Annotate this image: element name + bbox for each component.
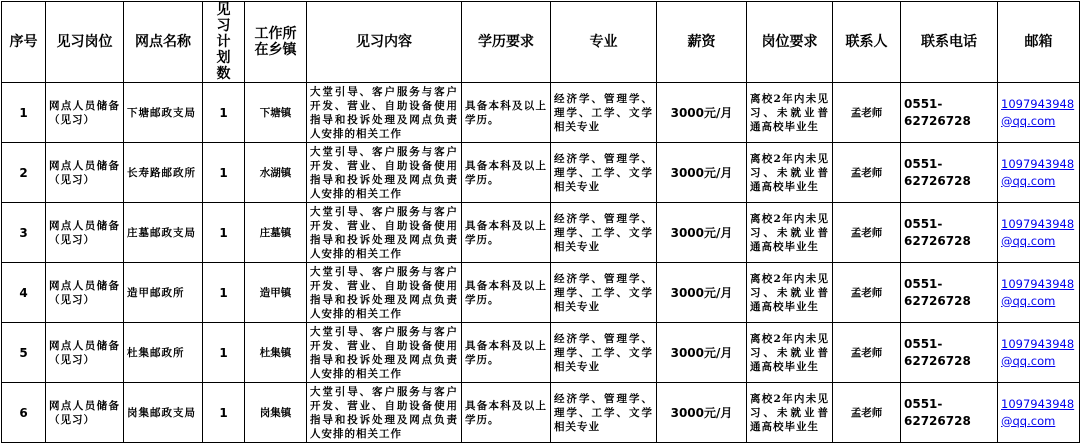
cell-requirement: 离校2年内未见习、未就业普通高校毕业生	[747, 323, 833, 383]
header-plan: 见习计划数	[203, 2, 245, 83]
header-email: 邮箱	[998, 2, 1080, 83]
cell-education: 具备本科及以上学历。	[462, 323, 551, 383]
cell-contact: 孟老师	[833, 383, 901, 443]
cell-requirement: 离校2年内未见习、未就业普通高校毕业生	[747, 143, 833, 203]
cell-education: 具备本科及以上学历。	[462, 383, 551, 443]
table-row	[2, 263, 1080, 323]
cell-index: 6	[2, 383, 46, 443]
cell-plan: 1	[203, 143, 245, 203]
cell-phone: 0551-62726728	[901, 143, 998, 203]
header-content: 见习内容	[307, 2, 462, 83]
cell-education: 具备本科及以上学历。	[462, 83, 551, 143]
cell-outlet: 庄墓邮政支局	[124, 203, 203, 263]
header-outlet: 网点名称	[124, 2, 203, 83]
email-link[interactable]: 1097943948@qq.com	[1001, 336, 1075, 368]
cell-salary: 3000元/月	[657, 263, 747, 323]
table-row	[2, 143, 1080, 203]
cell-salary: 3000元/月	[657, 323, 747, 383]
cell-email	[998, 83, 1080, 143]
cell-education: 具备本科及以上学历。	[462, 143, 551, 203]
cell-salary: 3000元/月	[657, 383, 747, 443]
cell-salary: 3000元/月	[657, 143, 747, 203]
cell-phone: 0551-62726728	[901, 203, 998, 263]
cell-major: 经济学、管理学、理学、工学、文学相关专业	[551, 383, 657, 443]
cell-salary: 3000元/月	[657, 83, 747, 143]
cell-index: 4	[2, 263, 46, 323]
header-index: 序号	[2, 2, 46, 83]
header-education: 学历要求	[462, 2, 551, 83]
header-contact: 联系人	[833, 2, 901, 83]
cell-content: 大堂引导、客户服务与客户开发、营业、自助设备使用指导和投诉处理及网点负责人安排的相关工作	[307, 263, 462, 323]
cell-index: 2	[2, 143, 46, 203]
cell-position: 网点人员储备（见习）	[46, 83, 124, 143]
cell-town: 造甲镇	[245, 263, 307, 323]
cell-content: 大堂引导、客户服务与客户开发、营业、自助设备使用指导和投诉处理及网点负责人安排的相关工作	[307, 143, 462, 203]
cell-plan: 1	[203, 203, 245, 263]
cell-position: 网点人员储备（见习）	[46, 383, 124, 443]
cell-contact: 孟老师	[833, 323, 901, 383]
internship-table	[1, 1, 1080, 443]
cell-requirement: 离校2年内未见习、未就业普通高校毕业生	[747, 263, 833, 323]
email-link[interactable]: 1097943948@qq.com	[1001, 276, 1075, 308]
cell-salary: 3000元/月	[657, 203, 747, 263]
cell-major: 经济学、管理学、理学、工学、文学相关专业	[551, 83, 657, 143]
cell-email	[998, 143, 1080, 203]
cell-major: 经济学、管理学、理学、工学、文学相关专业	[551, 263, 657, 323]
cell-town: 岗集镇	[245, 383, 307, 443]
cell-phone: 0551-62726728	[901, 323, 998, 383]
cell-town: 下塘镇	[245, 83, 307, 143]
cell-requirement: 离校2年内未见习、未就业普通高校毕业生	[747, 203, 833, 263]
cell-outlet: 长寿路邮政所	[124, 143, 203, 203]
cell-phone: 0551-62726728	[901, 383, 998, 443]
table-row	[2, 203, 1080, 263]
cell-major: 经济学、管理学、理学、工学、文学相关专业	[551, 143, 657, 203]
cell-phone: 0551-62726728	[901, 263, 998, 323]
email-link[interactable]: 1097943948@qq.com	[1001, 96, 1075, 128]
cell-plan: 1	[203, 263, 245, 323]
cell-position: 网点人员储备（见习）	[46, 203, 124, 263]
cell-plan: 1	[203, 383, 245, 443]
cell-requirement: 离校2年内未见习、未就业普通高校毕业生	[747, 383, 833, 443]
cell-content: 大堂引导、客户服务与客户开发、营业、自助设备使用指导和投诉处理及网点负责人安排的相关工作	[307, 383, 462, 443]
table-row	[2, 383, 1080, 443]
cell-outlet: 岗集邮政支局	[124, 383, 203, 443]
cell-contact: 孟老师	[833, 83, 901, 143]
table-row	[2, 83, 1080, 143]
cell-position: 网点人员储备（见习）	[46, 263, 124, 323]
email-link[interactable]: 1097943948@qq.com	[1001, 216, 1075, 248]
cell-requirement: 离校2年内未见习、未就业普通高校毕业生	[747, 83, 833, 143]
cell-outlet: 造甲邮政所	[124, 263, 203, 323]
email-link[interactable]: 1097943948@qq.com	[1001, 156, 1075, 188]
cell-phone: 0551-62726728	[901, 83, 998, 143]
cell-major: 经济学、管理学、理学、工学、文学相关专业	[551, 203, 657, 263]
cell-town: 杜集镇	[245, 323, 307, 383]
cell-education: 具备本科及以上学历。	[462, 203, 551, 263]
cell-contact: 孟老师	[833, 143, 901, 203]
cell-contact: 孟老师	[833, 263, 901, 323]
cell-email	[998, 383, 1080, 443]
header-requirement: 岗位要求	[747, 2, 833, 83]
cell-contact: 孟老师	[833, 203, 901, 263]
header-row	[2, 2, 1080, 83]
cell-content: 大堂引导、客户服务与客户开发、营业、自助设备使用指导和投诉处理及网点负责人安排的相关工作	[307, 323, 462, 383]
cell-email	[998, 203, 1080, 263]
cell-index: 1	[2, 83, 46, 143]
cell-content: 大堂引导、客户服务与客户开发、营业、自助设备使用指导和投诉处理及网点负责人安排的相关工作	[307, 83, 462, 143]
cell-outlet: 杜集邮政所	[124, 323, 203, 383]
cell-email	[998, 263, 1080, 323]
header-major: 专业	[551, 2, 657, 83]
header-town: 工作所在乡镇	[245, 2, 307, 83]
cell-position: 网点人员储备（见习）	[46, 143, 124, 203]
header-position: 见习岗位	[46, 2, 124, 83]
cell-plan: 1	[203, 83, 245, 143]
cell-content: 大堂引导、客户服务与客户开发、营业、自助设备使用指导和投诉处理及网点负责人安排的相关工作	[307, 203, 462, 263]
header-salary: 薪资	[657, 2, 747, 83]
cell-education: 具备本科及以上学历。	[462, 263, 551, 323]
cell-index: 5	[2, 323, 46, 383]
table-row	[2, 323, 1080, 383]
cell-email	[998, 323, 1080, 383]
cell-major: 经济学、管理学、理学、工学、文学相关专业	[551, 323, 657, 383]
cell-town: 庄墓镇	[245, 203, 307, 263]
cell-outlet: 下塘邮政支局	[124, 83, 203, 143]
cell-position: 网点人员储备（见习）	[46, 323, 124, 383]
cell-plan: 1	[203, 323, 245, 383]
cell-town: 水湖镇	[245, 143, 307, 203]
email-link[interactable]: 1097943948@qq.com	[1001, 396, 1075, 428]
cell-index: 3	[2, 203, 46, 263]
header-phone: 联系电话	[901, 2, 998, 83]
